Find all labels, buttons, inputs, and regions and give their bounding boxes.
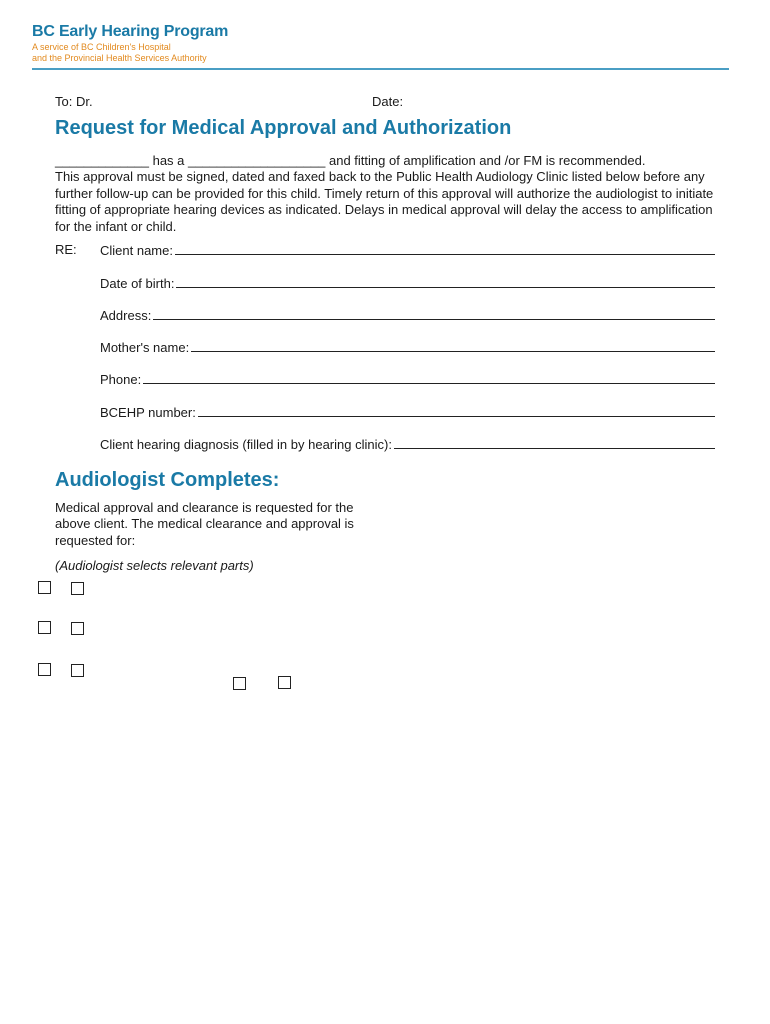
to-doctor-label: To: Dr. <box>55 94 93 109</box>
audiologist-request-paragraph <box>55 500 355 549</box>
date-of-birth-field[interactable] <box>100 275 715 291</box>
audiologist-request-text: Medical approval and clearance is requested for the above client. The medical clearance and approval is requested for: <box>55 500 354 548</box>
hearing-diagnosis-line[interactable] <box>394 436 715 449</box>
checkbox-row1-a[interactable] <box>38 581 51 594</box>
phone-field[interactable] <box>100 371 715 387</box>
checkbox-row3-b[interactable] <box>71 664 84 677</box>
client-name-label: Client name: <box>100 243 173 258</box>
logo-title: BC Early Hearing Program <box>32 23 229 40</box>
checkbox-row3-c[interactable] <box>233 677 246 690</box>
checkbox-row3-d[interactable] <box>278 676 291 689</box>
address-field[interactable] <box>100 307 715 323</box>
audiologist-section-title: Audiologist Completes: <box>55 469 280 491</box>
page-title: Request for Medical Approval and Authorization <box>55 117 512 139</box>
logo-subtitle-line-1: A service of BC Children's Hospital <box>32 42 171 52</box>
intro-paragraph <box>55 153 715 235</box>
client-name-line[interactable] <box>175 242 715 255</box>
program-logo <box>32 22 228 64</box>
address-line[interactable] <box>153 307 715 320</box>
mothers-name-line[interactable] <box>191 339 715 352</box>
bcehp-number-label: BCEHP number: <box>100 405 196 420</box>
mothers-name-label: Mother's name: <box>100 340 190 355</box>
header-divider <box>32 68 729 70</box>
hearing-diagnosis-field[interactable] <box>100 436 715 452</box>
date-of-birth-line[interactable] <box>176 275 715 288</box>
re-label: RE: <box>55 242 77 257</box>
checkbox-row2-a[interactable] <box>38 621 51 634</box>
phone-label: Phone: <box>100 372 142 387</box>
date-label: Date: <box>372 94 404 109</box>
logo-subtitle-line-2: and the Provincial Health Services Authority <box>32 53 207 63</box>
intro-body: This approval must be signed, dated and faxed back to the Public Health Audiology Clinic listed below before any further follow-up can be provided for this child. Timely return of this approval will authorize the audiologist to initiate fitting of appropriate hearing devices as indicated. Delays in medical approval will delay the access to amplification for the infant or child. <box>55 169 714 234</box>
intro-line-1: _____________ has a ___________________ and fitting of amplification and /or FM is recommended. <box>55 153 646 168</box>
address-label: Address: <box>100 308 152 323</box>
checkbox-row3-a[interactable] <box>38 663 51 676</box>
client-name-field[interactable] <box>100 242 715 258</box>
mothers-name-field[interactable] <box>100 339 715 355</box>
checkbox-row2-b[interactable] <box>71 622 84 635</box>
checkbox-row1-b[interactable] <box>71 582 84 595</box>
bcehp-number-field[interactable] <box>100 404 715 420</box>
bcehp-number-line[interactable] <box>198 404 715 417</box>
hearing-diagnosis-label: Client hearing diagnosis (filled in by hearing clinic): <box>100 437 392 452</box>
phone-line[interactable] <box>143 371 715 384</box>
audiologist-note: (Audiologist selects relevant parts) <box>55 558 254 573</box>
date-of-birth-label: Date of birth: <box>100 276 175 291</box>
